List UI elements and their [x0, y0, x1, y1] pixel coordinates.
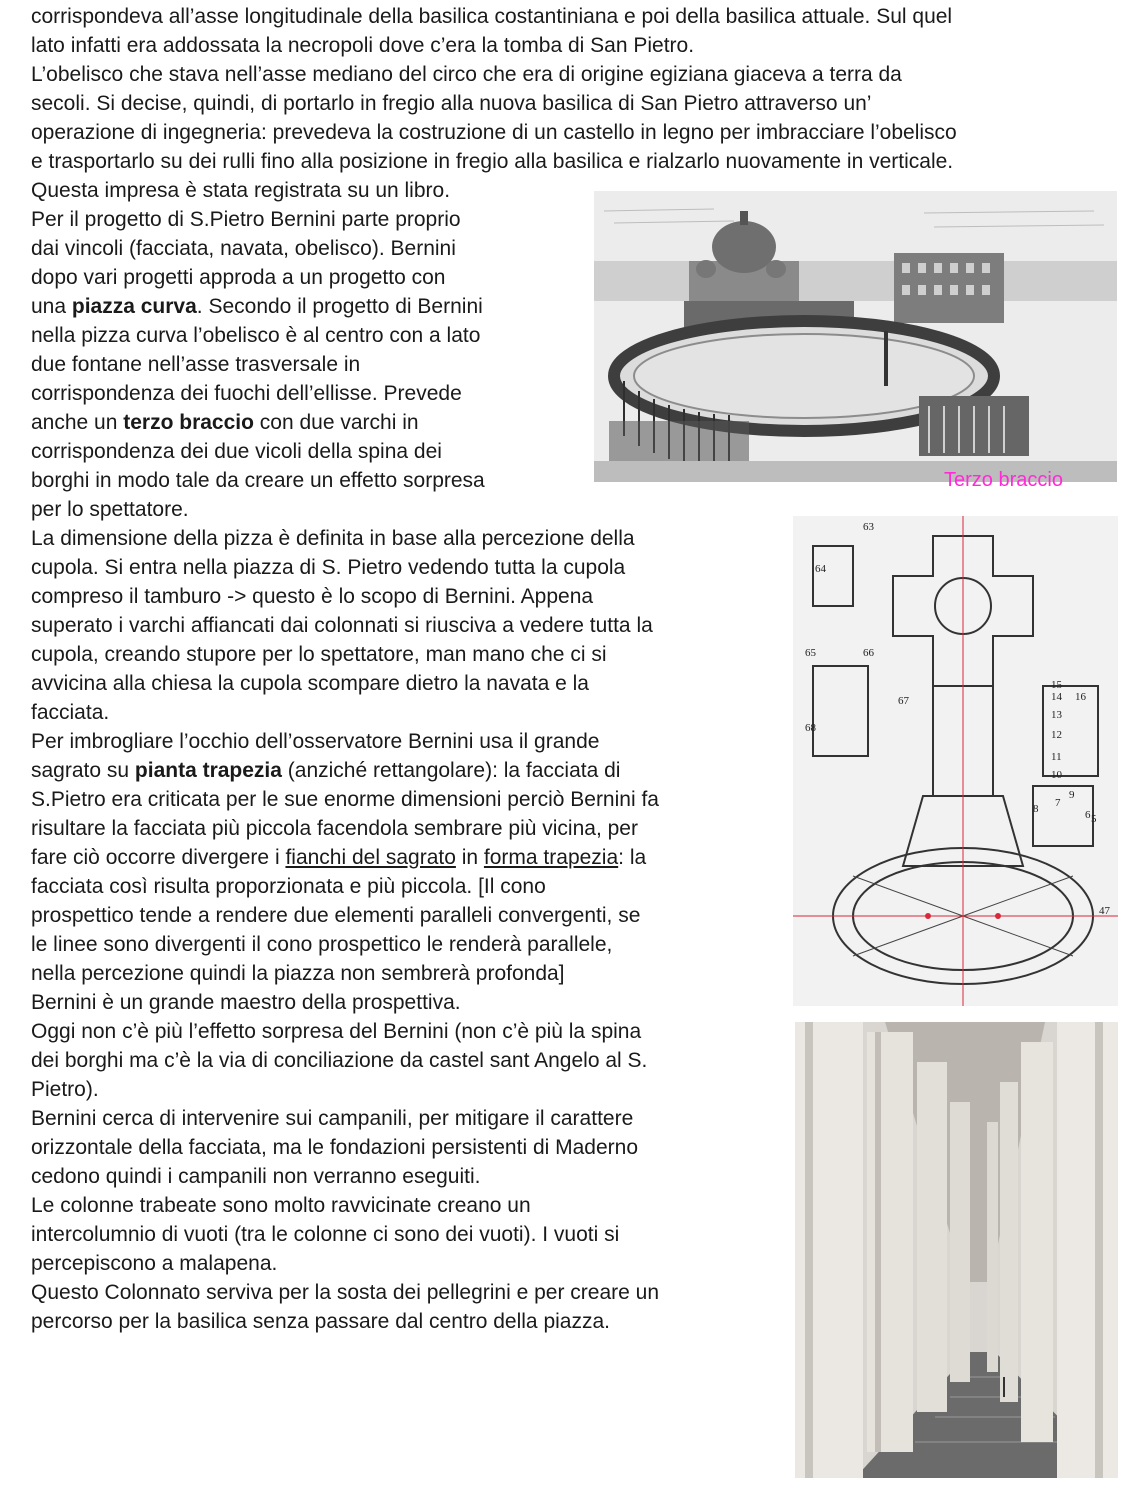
text-line: Le colonne trabeate sono molto ravvicinate creano un — [31, 1194, 531, 1217]
text-line: corrispondenza dei due vicoli della spina dei — [31, 440, 442, 463]
text-run: . Secondo il progetto di Bernini — [196, 295, 483, 318]
text-line: Questa impresa è stata registrata su un libro. — [31, 179, 451, 202]
figure-caption-terzo-braccio: Terzo braccio — [944, 469, 1063, 491]
bold-term-terzo-braccio: terzo braccio — [123, 411, 254, 434]
text-line — [31, 408, 419, 437]
text-line: risultare la facciata più piccola facendola sembrare più vicina, per — [31, 817, 638, 840]
text-run: (anziché rettangolare): la facciata di — [281, 759, 621, 782]
text-line: per lo spettatore. — [31, 498, 189, 521]
engraving-illustration — [594, 191, 1117, 482]
text-line: Questo Colonnato serviva per la sosta dei pellegrini e per creare un — [31, 1281, 660, 1304]
text-line: nella percezione quindi la piazza non sembrerà profonda] — [31, 962, 565, 985]
text-line: La dimensione della pizza è definita in base alla percezione della — [31, 527, 635, 550]
text-line: e trasportarlo su dei rulli fino alla posizione in fregio alla basilica e rialzarlo nuovamente in verticale. — [31, 150, 954, 173]
text-line: Oggi non c’è più l’effetto sorpresa del Bernini (non c’è più la spina — [31, 1020, 642, 1043]
plan-label: 47 — [1099, 905, 1110, 917]
colonnade-illustration — [795, 1022, 1118, 1478]
text-line: Pietro). — [31, 1078, 99, 1101]
text-run: in — [455, 846, 484, 869]
text-line: compreso il tamburo -> questo è lo scopo di Bernini. Appena — [31, 585, 594, 608]
text-line: dai vincoli (facciata, navata, obelisco). Bernini — [31, 237, 456, 260]
text-line: due fontane nell’asse trasversale in — [31, 353, 361, 376]
text-line: secoli. Si decise, quindi, di portarlo in fregio alla nuova basilica di San Pietro attraverso un’ — [31, 92, 872, 115]
plan-label: 65 — [805, 647, 816, 659]
text-line — [31, 292, 483, 321]
text-line: borghi in modo tale da creare un effetto sorpresa — [31, 469, 485, 492]
text-line: L’obelisco che stava nell’asse mediano del circo che era di origine egiziana giaceva a terra da — [31, 63, 902, 86]
text-line: dopo vari progetti approda a un progetto con — [31, 266, 446, 289]
underlined-term: fianchi del sagrato — [285, 846, 456, 869]
plan-label: 7 — [1055, 797, 1061, 809]
text-line: percepiscono a malapena. — [31, 1252, 278, 1275]
text-run: anche un — [31, 411, 124, 434]
plan-label: 16 — [1075, 691, 1086, 703]
plan-label: 10 — [1051, 769, 1062, 781]
text-run: sagrato su — [31, 759, 135, 782]
plan-drawing-san-pietro — [793, 516, 1118, 1006]
plan-illustration — [793, 516, 1118, 1006]
text-line: Bernini è un grande maestro della prospettiva. — [31, 991, 461, 1014]
colonnade-photo — [795, 1022, 1118, 1478]
text-line: cupola, creando stupore per lo spettatore, man mano che ci si — [31, 643, 607, 666]
text-line: Bernini cerca di intervenire sui campanili, per mitigare il carattere — [31, 1107, 634, 1130]
text-line: avvicina alla chiesa la cupola scompare dietro la navata e la — [31, 672, 589, 695]
bold-term-pianta-trapezia: pianta trapezia — [134, 759, 282, 782]
plan-label: 14 — [1051, 691, 1062, 703]
text-run: : la — [618, 846, 647, 869]
text-line: le linee sono divergenti il cono prospettico le renderà parallele, — [31, 933, 613, 956]
plan-label: 15 — [1051, 679, 1062, 691]
underlined-term: forma trapezia — [483, 846, 619, 869]
text-line: intercolumnio di vuoti (tra le colonne ci sono dei vuoti). I vuoti si — [31, 1223, 620, 1246]
text-line: nella pizza curva l’obelisco è al centro con a lato — [31, 324, 481, 347]
text-line: S.Pietro era criticata per le sue enorme dimensioni perciò Bernini fa — [31, 788, 659, 811]
plan-label: 12 — [1051, 729, 1062, 741]
plan-label: 64 — [815, 563, 826, 575]
bold-term-piazza-curva: piazza curva — [71, 295, 197, 318]
plan-label: 9 — [1069, 789, 1075, 801]
plan-label: 67 — [898, 695, 909, 707]
text-line: cupola. Si entra nella piazza di S. Pietro vedendo tutta la cupola — [31, 556, 626, 579]
text-line: Per il progetto di S.Pietro Bernini parte proprio — [31, 208, 461, 231]
text-line: corrispondeva all’asse longitudinale della basilica costantiniana e poi della basilica attuale. Sul quel — [31, 5, 953, 28]
text-line: dei borghi ma c’è la via di conciliazione da castel sant Angelo al S. — [31, 1049, 648, 1072]
plan-label: 66 — [863, 647, 874, 659]
plan-label: 63 — [863, 521, 874, 533]
text-run: fare ciò occorre divergere i — [31, 846, 286, 869]
text-line: corrispondenza dei fuochi dell’ellisse. Prevede — [31, 382, 462, 405]
plan-label: 68 — [805, 722, 816, 734]
text-line: orizzontale della facciata, ma le fondazioni persistenti di Maderno — [31, 1136, 639, 1159]
text-line: cedono quindi i campanili non verranno eseguiti. — [31, 1165, 481, 1188]
text-line: superato i varchi affiancati dai colonnati si riusciva a vedere tutta la — [31, 614, 653, 637]
text-line: operazione di ingegneria: prevedeva la costruzione di un castello in legno per imbracciare l’obelisco — [31, 121, 957, 144]
text-line: facciata così risulta proporzionata e più piccola. [Il cono — [31, 875, 546, 898]
text-run: una — [31, 295, 72, 318]
text-line — [31, 756, 620, 785]
engraving-piazza-san-pietro — [594, 191, 1117, 482]
text-line — [31, 843, 646, 872]
text-line: Per imbrogliare l’occhio dell’osservatore Bernini usa il grande — [31, 730, 600, 753]
plan-label: 11 — [1051, 751, 1062, 763]
plan-label: 6 — [1085, 809, 1091, 821]
text-line: facciata. — [31, 701, 110, 724]
text-run: con due varchi in — [253, 411, 419, 434]
text-line: lato infatti era addossata la necropoli dove c’era la tomba di San Pietro. — [31, 34, 695, 57]
plan-label: 13 — [1051, 709, 1062, 721]
plan-label: 5 — [1091, 813, 1097, 825]
plan-label: 8 — [1033, 803, 1039, 815]
text-line: percorso per la basilica senza passare dal centro della piazza. — [31, 1310, 610, 1333]
text-line: prospettico tende a rendere due elementi paralleli convergenti, se — [31, 904, 641, 927]
